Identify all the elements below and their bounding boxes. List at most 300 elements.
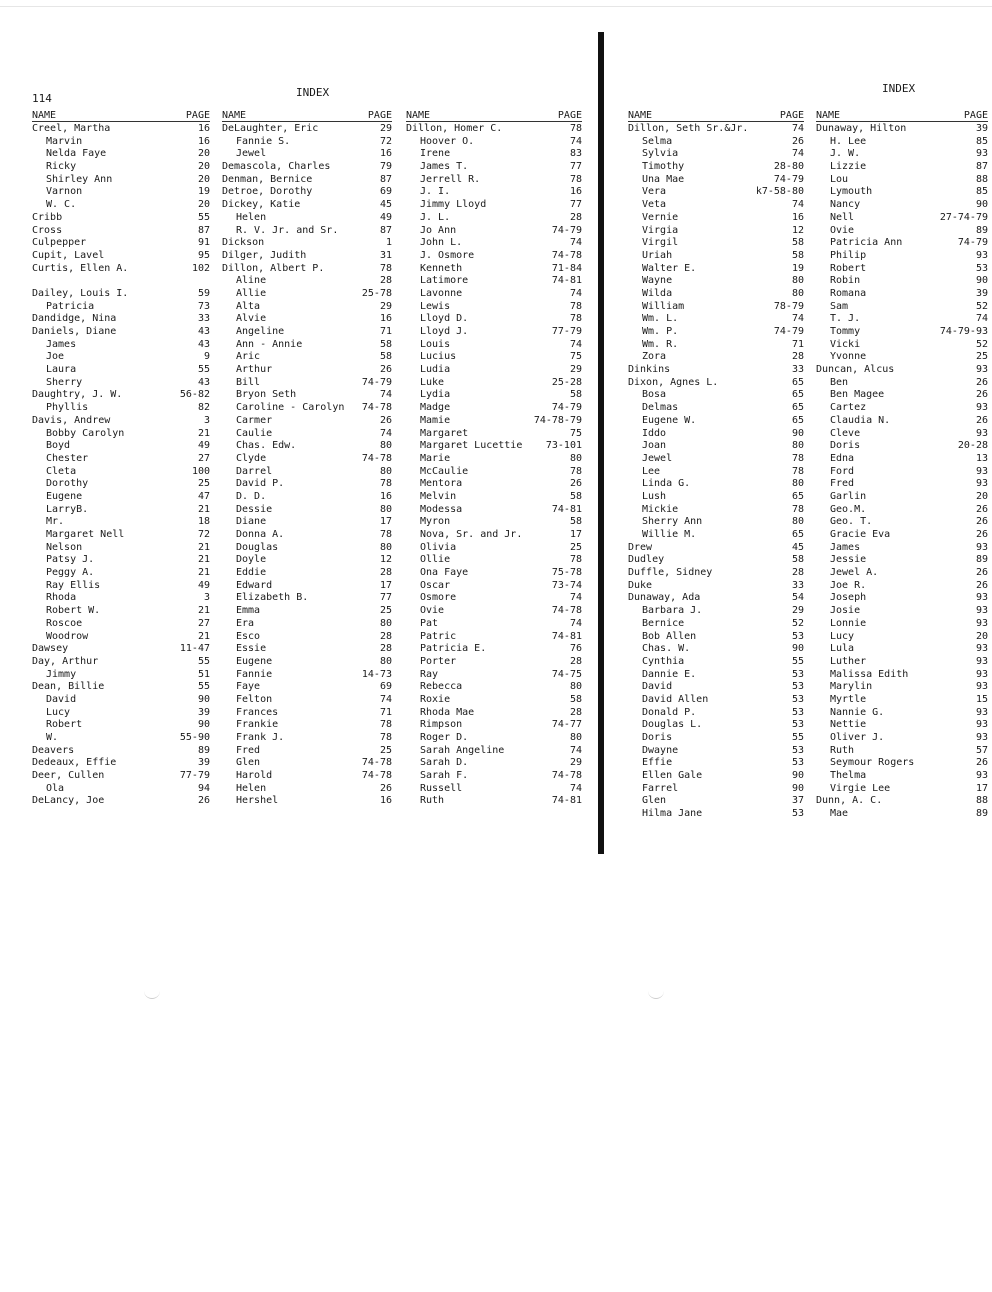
index-entry (32, 605, 210, 618)
entry-name: Edna (830, 452, 855, 464)
entry-name: H. Lee (830, 135, 867, 147)
entry-name: Sherry Ann (642, 516, 703, 528)
index-entry (628, 516, 804, 529)
index-entry (406, 694, 582, 707)
index-entry (406, 631, 582, 644)
entry-page: 55 (197, 364, 210, 376)
entry-name: Uriah (642, 249, 673, 261)
entry-name: Donna A. (236, 529, 285, 540)
entry-page: 74-81 (551, 630, 582, 642)
index-entry (222, 225, 392, 238)
index-entry (628, 478, 804, 491)
entry-name: Lucy (830, 630, 855, 642)
entry-page: 58 (569, 389, 582, 401)
entry-page: 12 (379, 554, 392, 566)
entry-name: DeLancy, Joe (32, 795, 105, 807)
entry-page: 20-28 (957, 440, 988, 452)
entry-name: Dandidge, Nina (32, 313, 117, 325)
entry-name: Jewel (236, 148, 267, 160)
index-entry (628, 554, 804, 567)
entry-name: Margaret Lucettie (420, 440, 523, 452)
entry-page: 73-101 (545, 440, 582, 452)
index-entry (628, 288, 804, 301)
entry-page: 26 (975, 376, 988, 388)
entry-page: 65 (791, 402, 804, 414)
index-entry (222, 580, 392, 593)
entry-name: Cupit, Lavel (32, 249, 105, 261)
entry-name: Sylvia (642, 148, 679, 160)
entry-name: Lonnie (830, 617, 867, 629)
entry-page: 87 (197, 224, 210, 236)
entry-name: Patsy J. (46, 554, 95, 566)
entry-name: David Allen (642, 693, 709, 705)
entry-page: 39 (975, 287, 988, 299)
entry-name: Fred (236, 744, 261, 756)
entry-page: 73 (197, 300, 210, 312)
entry-name: Ola (46, 782, 65, 794)
entry-page: 78 (379, 262, 392, 274)
entry-name: Ray (420, 668, 439, 680)
entry-page: 78 (379, 529, 392, 540)
entry-name: Ben Magee (830, 389, 885, 401)
index-entry (406, 250, 582, 263)
column-header (406, 110, 582, 122)
entry-name: R. V. Jr. and Sr. (236, 224, 339, 236)
entry-name: Sam (830, 300, 849, 312)
index-entry (628, 263, 804, 276)
page-header: PAGE (779, 110, 804, 121)
entry-name: Cynthia (642, 655, 685, 667)
entry-name: Wm. R. (642, 338, 679, 350)
entry-name: Aline (236, 275, 267, 287)
entry-name: Delmas (642, 402, 679, 414)
entry-page: 52 (791, 617, 804, 629)
entry-page: 85 (975, 135, 988, 147)
entry-name: Geo.M. (830, 503, 867, 515)
entry-page: 26 (791, 135, 804, 147)
entry-name: Fannie (236, 668, 273, 680)
entry-page: 53 (975, 262, 988, 274)
entry-name: Doyle (236, 554, 267, 566)
entry-page: 77 (379, 592, 392, 604)
entry-page: 90 (197, 719, 210, 731)
entry-page: 93 (975, 732, 988, 743)
entry-page: 85 (975, 186, 988, 198)
entry-name: Aric (236, 351, 261, 363)
entry-name: Dinkins (628, 364, 671, 376)
entry-page: 16 (197, 135, 210, 147)
entry-page: 58 (791, 237, 804, 249)
entry-page: 16 (379, 490, 392, 502)
index-entry (32, 440, 210, 453)
entry-name: Glen (236, 757, 261, 769)
index-entry (222, 275, 392, 288)
entry-name: Hershel (236, 795, 279, 807)
index-entry (816, 250, 988, 263)
index-entry (406, 567, 582, 580)
index-entry (816, 301, 988, 314)
index-entry (406, 237, 582, 250)
entry-name: Fred (830, 478, 855, 490)
entry-name: Luther (830, 655, 867, 667)
index-entry (32, 123, 210, 136)
index-entry (222, 364, 392, 377)
entry-name: Lloyd J. (420, 326, 469, 337)
index-entry (222, 428, 392, 441)
index-entry (816, 504, 988, 517)
index-entry (628, 694, 804, 707)
entry-name: Romana (830, 287, 867, 299)
index-entry (628, 326, 804, 339)
entry-name: Jo Ann (420, 224, 457, 236)
index-entry (628, 719, 804, 732)
entry-name: Harold (236, 770, 273, 782)
entry-name: Lucius (420, 351, 457, 363)
entry-page: 74-78 (361, 757, 392, 769)
entry-name: Darrel (236, 465, 273, 477)
index-entry (32, 757, 210, 770)
index-entry (32, 263, 210, 276)
entry-name: Alvie (236, 313, 267, 325)
index-entry (628, 592, 804, 605)
index-entry (32, 225, 210, 238)
entry-page: 26 (975, 567, 988, 579)
entry-page: 74-78 (361, 770, 392, 782)
index-entry (628, 707, 804, 720)
entry-page: 74-78 (361, 452, 392, 464)
index-entry (628, 123, 804, 136)
entry-name: Joe R. (830, 579, 867, 591)
entry-page: 21 (197, 503, 210, 515)
entry-page: 82 (197, 402, 210, 414)
entry-name: Lou (830, 173, 849, 185)
index-column-1 (32, 110, 210, 808)
entry-name: J. Osmore (420, 249, 475, 261)
entry-page: 3 (203, 592, 210, 604)
index-entry (816, 745, 988, 758)
index-entry (816, 466, 988, 479)
entry-name: Ellen Gale (642, 770, 703, 782)
entry-name: Faye (236, 681, 261, 693)
entry-name: Dunaway, Hilton (816, 123, 907, 134)
index-entry (406, 389, 582, 402)
entry-page: 65 (791, 490, 804, 502)
index-entry (222, 656, 392, 669)
entry-name: Daniels, Diane (32, 326, 117, 337)
name-header: NAME (32, 110, 57, 121)
entry-name: Lavonne (420, 287, 463, 299)
entry-page: 93 (975, 643, 988, 655)
entry-page: 26 (379, 414, 392, 426)
entry-page: 74-75 (551, 668, 582, 680)
entry-page: 78 (379, 732, 392, 743)
index-entry (628, 542, 804, 555)
entry-name: Chester (46, 452, 89, 464)
entry-page: 72 (379, 135, 392, 147)
entry-name: Vicki (830, 338, 861, 350)
index-entry (816, 605, 988, 618)
column-header (628, 110, 804, 122)
index-entry (816, 453, 988, 466)
index-entry (816, 580, 988, 593)
index-entry (222, 326, 392, 339)
entry-page: 80 (791, 440, 804, 452)
entry-page: 93 (975, 478, 988, 490)
index-entry (406, 491, 582, 504)
entry-page: 53 (791, 681, 804, 693)
entry-name: Donald P. (642, 706, 697, 718)
index-entry (32, 389, 210, 402)
entry-name: Roscoe (46, 617, 83, 629)
entry-name: J. I. (420, 186, 451, 198)
entry-page: 74-78 (361, 402, 392, 414)
entry-name: Culpepper (32, 237, 87, 249)
index-entry (816, 567, 988, 580)
entry-page: 28 (379, 275, 392, 287)
index-entry (32, 148, 210, 161)
entry-name: Marie (420, 452, 451, 464)
entry-name: Frank J. (236, 732, 285, 743)
entry-name: Nelda Faye (46, 148, 107, 160)
index-entry (628, 795, 804, 808)
index-entry (628, 808, 804, 821)
index-entry (406, 732, 582, 745)
entry-name: Mickie (642, 503, 679, 515)
entry-page: 20 (975, 630, 988, 642)
index-entry (32, 174, 210, 187)
entry-name: Lee (642, 465, 661, 477)
entry-page: 90 (791, 643, 804, 655)
index-column-3 (406, 110, 582, 808)
entry-name: Porter (420, 655, 457, 667)
entry-name: Diane (236, 516, 267, 528)
entry-page: 78 (569, 173, 582, 185)
index-entry (406, 783, 582, 796)
entry-name: LarryB. (46, 503, 89, 515)
entry-name: Dillon, Homer C. (406, 123, 503, 134)
entry-page: 16 (791, 211, 804, 223)
entry-name: Glen (642, 795, 667, 807)
index-entry (816, 199, 988, 212)
index-entry (406, 529, 582, 542)
entry-name: Sarah F. (420, 770, 469, 782)
index-entry (406, 745, 582, 758)
entry-page: 75 (569, 427, 582, 439)
right-index-title: INDEX (882, 82, 916, 95)
index-entry (406, 618, 582, 631)
entry-page: 71 (791, 338, 804, 350)
entry-page: 21 (197, 541, 210, 553)
entry-name: Woodrow (46, 630, 89, 642)
entry-name: Lloyd D. (420, 313, 469, 325)
entry-page: 27-74-79 (939, 211, 988, 223)
entry-page: 65 (791, 389, 804, 401)
index-entry (222, 491, 392, 504)
index-entry (222, 478, 392, 491)
entry-page: 20 (197, 199, 210, 211)
entry-name: T. J. (830, 313, 861, 325)
index-entry (816, 440, 988, 453)
entry-page: 21 (197, 567, 210, 579)
entry-name: Dillon, Albert P. (222, 262, 325, 274)
index-entry (222, 516, 392, 529)
index-entry (816, 707, 988, 720)
entry-page: 26 (379, 364, 392, 376)
entry-page: 74 (791, 313, 804, 325)
entry-page: 16 (197, 123, 210, 134)
entry-name: Ricky (46, 161, 77, 173)
left-index-title: INDEX (296, 86, 330, 99)
entry-page: 78 (791, 503, 804, 515)
index-entry (406, 795, 582, 808)
index-entry (628, 643, 804, 656)
entry-page: 25-78 (361, 287, 392, 299)
entry-page: 51 (197, 668, 210, 680)
entry-name: Roger D. (420, 732, 469, 743)
entry-page: 12 (791, 224, 804, 236)
entry-page: 21 (197, 630, 210, 642)
entry-name: Josie (830, 605, 861, 617)
index-entry (816, 554, 988, 567)
entry-name: Bryon Seth (236, 389, 297, 401)
entry-name: Esco (236, 630, 261, 642)
entry-name: Varnon (46, 186, 83, 198)
entry-page: 74-78 (551, 249, 582, 261)
index-entry (406, 554, 582, 567)
entry-name: Dailey, Louis I. (32, 287, 129, 299)
entry-page: 65 (791, 529, 804, 540)
entry-name: Nova, Sr. and Jr. (420, 529, 523, 540)
index-entry (406, 466, 582, 479)
index-entry (32, 504, 210, 517)
entry-page: 93 (975, 617, 988, 629)
index-entry (628, 199, 804, 212)
index-entry (628, 161, 804, 174)
entry-page: 25 (379, 744, 392, 756)
entry-name: Doris (830, 440, 861, 452)
index-entry (406, 592, 582, 605)
entry-name: Claudia N. (830, 414, 891, 426)
index-entry (32, 478, 210, 491)
index-entry (222, 351, 392, 364)
index-entry (628, 567, 804, 580)
entry-name: Ford (830, 465, 855, 477)
entry-name: Patricia E. (420, 643, 487, 655)
entry-page: 75-78 (551, 567, 582, 579)
entry-name: Deavers (32, 744, 75, 756)
entry-page: 74 (569, 617, 582, 629)
index-entry (816, 681, 988, 694)
entry-page: 90 (791, 782, 804, 794)
entry-page: 89 (197, 744, 210, 756)
index-entry (406, 681, 582, 694)
index-entry (816, 757, 988, 770)
entry-name: Helen (236, 782, 267, 794)
page-header: PAGE (367, 110, 392, 121)
entry-page: 26 (197, 795, 210, 807)
entry-page: 53 (791, 668, 804, 680)
entry-name: Cribb (32, 211, 63, 223)
entry-page: 74 (791, 123, 804, 134)
index-entry (406, 504, 582, 517)
entry-name: Walter E. (642, 262, 697, 274)
index-entry (406, 656, 582, 669)
entry-page: 69 (379, 186, 392, 198)
entry-page: 55 (197, 681, 210, 693)
index-entry (406, 669, 582, 682)
index-entry (816, 428, 988, 441)
index-entry (406, 364, 582, 377)
entry-page: 33 (791, 579, 804, 591)
entry-name: Alta (236, 300, 261, 312)
entry-name: Rhoda (46, 592, 77, 604)
index-entry (222, 301, 392, 314)
entry-page: 17 (379, 579, 392, 591)
entry-page: 90 (791, 427, 804, 439)
entry-name: Bill (236, 376, 261, 388)
entry-name: Sarah D. (420, 757, 469, 769)
entry-name: Douglas L. (642, 719, 703, 731)
entry-page: 74-79 (551, 224, 582, 236)
index-entry (222, 186, 392, 199)
entry-page: 78 (569, 313, 582, 325)
index-entry (222, 402, 392, 415)
entry-name: Elizabeth B. (236, 592, 309, 604)
entry-name: Joseph (830, 592, 867, 604)
entry-page: 74 (569, 135, 582, 147)
page-number: 114 (32, 92, 52, 105)
name-header: NAME (816, 110, 841, 121)
index-entry (32, 719, 210, 732)
entry-page: 37 (791, 795, 804, 807)
index-entry (222, 466, 392, 479)
entry-name: Vera (642, 186, 667, 198)
entry-page: 58 (569, 516, 582, 528)
index-entry (406, 212, 582, 225)
entry-page: 71 (379, 326, 392, 337)
entry-page: 26 (975, 414, 988, 426)
entry-name: Eugene (46, 490, 83, 502)
index-entry (32, 250, 210, 263)
entry-name: Melvin (420, 490, 457, 502)
entry-page: 88 (975, 795, 988, 807)
index-entry (32, 631, 210, 644)
index-entry (32, 402, 210, 415)
entry-name: Wilda (642, 287, 673, 299)
entry-name: Davis, Andrew (32, 414, 111, 426)
index-entry (32, 301, 210, 314)
index-entry (816, 643, 988, 656)
entry-page: 25 (379, 605, 392, 617)
index-entry (32, 237, 210, 250)
entry-name: Allie (236, 287, 267, 299)
index-entry (816, 770, 988, 783)
entry-name: Chas. Edw. (236, 440, 297, 452)
entry-name: Dixon, Agnes L. (628, 376, 719, 388)
entry-name: Chas. W. (642, 643, 691, 655)
entry-page: 29 (379, 300, 392, 312)
entry-page: 52 (975, 338, 988, 350)
entry-name: Demascola, Charles (222, 161, 331, 173)
index-entry (816, 186, 988, 199)
entry-name: Dudley (628, 554, 665, 566)
entry-page: 45 (791, 541, 804, 553)
entry-name: Dessie (236, 503, 273, 515)
index-entry (816, 415, 988, 428)
entry-page: 74 (791, 148, 804, 160)
index-entry (222, 618, 392, 631)
entry-page: 26 (569, 478, 582, 490)
